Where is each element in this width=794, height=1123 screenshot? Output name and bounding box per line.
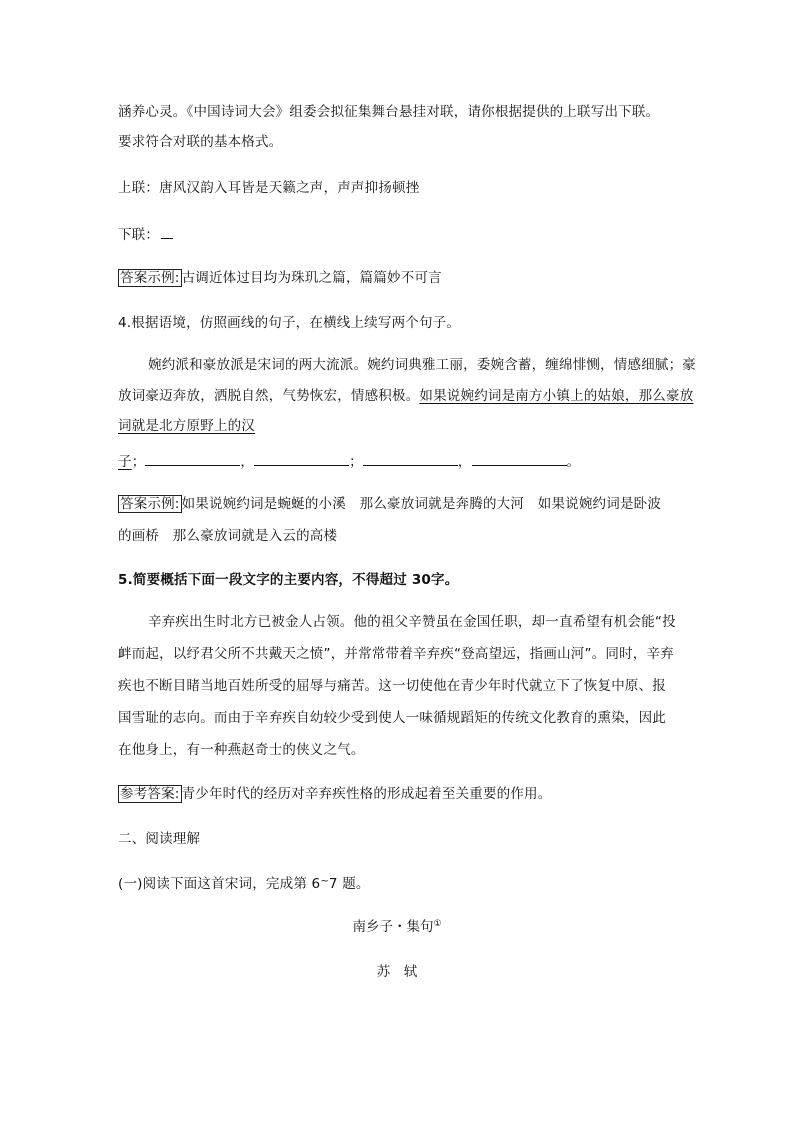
q4-blanks-line — [118, 451, 580, 472]
section-heading: 二、阅读理解 — [118, 831, 201, 847]
q3-lower-couplet — [118, 224, 173, 245]
answer-example-label: 答案示例: — [120, 496, 180, 512]
poem-title — [0, 917, 794, 937]
upper-couplet-label: 上联： — [118, 180, 160, 196]
upper-couplet-text: 唐风汉韵入耳皆是天籁之声，声声抑扬顿挫 — [159, 180, 420, 196]
q3-answer-text: 古调近体过目均为珠玑之篇，篇篇妙不可言 — [181, 270, 442, 286]
poem-author: 苏 轼 — [376, 964, 418, 980]
poem-title-text: 南乡子・集句 — [352, 919, 434, 935]
q4-answer-line2: 的画桥 那么豪放词就是入云的高楼 — [118, 528, 338, 544]
lower-couplet-blank[interactable] — [161, 224, 173, 239]
q4-blank-4[interactable] — [472, 451, 567, 466]
q5-para-line4: 国雪耻的志向。而由于辛弃疾自幼较少受到使人一味循规蹈矩的传统文化教育的熏染，因此 — [118, 710, 666, 726]
q5-para-line5: 在他身上，有一种燕赵奇士的侠义之气。 — [118, 742, 365, 758]
q4-sep2: ， — [240, 454, 255, 470]
q4-blank-2[interactable] — [254, 451, 349, 466]
q4-para-line1: 婉约派和豪放派是宋词的两大流派。婉约词典雅工丽，委婉含蓄，缠绵悱恻，情感细腻；豪 — [148, 357, 696, 373]
answer-example-label: 答案示例: — [120, 270, 180, 286]
q3-intro-line1: 涵养心灵。《中国诗词大会》组委会拟征集舞台悬挂对联，请你根据提供的上联写出下联。 — [118, 104, 660, 120]
q4-blank-3[interactable] — [363, 451, 458, 466]
q5-para-line3: 疾也不断目睹当地百姓所受的屈辱与痛苦。这一切使他在青少年时代就立下了恢复中原、报 — [118, 678, 666, 694]
q4-answer-text-1: 如果说婉约词是蜿蜒的小溪 那么豪放词就是奔腾的大河 如果说婉约词是卧波 — [181, 496, 662, 512]
q5-answer-text: 青少年时代的经历对辛弃疾性格的形成起着至关重要的作用。 — [181, 786, 552, 802]
q5-title: 5.简要概括下面一段文字的主要内容，不得超过 30字。 — [118, 572, 459, 588]
subsection-instruction-prefix: (一)阅读下面这首宋词，完成第 6 — [118, 876, 321, 892]
q4-para-line2-plain: 放词豪迈奔放，洒脱自然，气势恢宏，情感积极。 — [118, 388, 420, 404]
q4-model-sentence-part3: 子 — [118, 454, 132, 470]
subsection-instruction-suffix: 7 题。 — [328, 876, 370, 892]
q5-para-line2: 衅而起，以纾君父所不共戴天之愤”，并常常带着辛弃疾“登高望远，指画山河”。同时，辛弃 — [118, 646, 674, 662]
q3-upper-couplet — [118, 178, 419, 198]
footnote-marker: ① — [433, 919, 442, 929]
q4-end: 。 — [566, 454, 581, 470]
q4-model-sentence-part2: 词就是北方原野上的汉 — [118, 418, 255, 434]
q4-sep4: ， — [457, 454, 472, 470]
subsection-instruction — [118, 874, 370, 894]
lower-couplet-label: 下联： — [118, 227, 160, 243]
q4-para-line2 — [118, 386, 693, 406]
q3-answer — [118, 268, 442, 288]
q4-model-sentence-part1: 如果说婉约词是南方小镇上的姑娘，那么豪放 — [419, 388, 694, 404]
q4-answer-line1 — [118, 494, 661, 514]
q3-intro-line2: 要求符合对联的基本格式。 — [118, 134, 283, 150]
q4-para-line3 — [118, 416, 255, 436]
q4-blank-1[interactable] — [145, 451, 240, 466]
range-tilde: ~ — [320, 876, 329, 887]
q4-sep1: ； — [131, 454, 146, 470]
q4-title: 4.根据语境，仿照画线的句子，在横线上续写两个句子。 — [118, 315, 461, 331]
q5-para-line1: 辛弃疾出生时北方已被金人占领。他的祖父辛赞虽在金国任职，却一直希望有机会能“投 — [148, 614, 676, 630]
q4-sep3: ； — [349, 454, 363, 470]
reference-answer-label: 参考答案: — [120, 786, 180, 802]
q5-answer — [118, 784, 551, 804]
